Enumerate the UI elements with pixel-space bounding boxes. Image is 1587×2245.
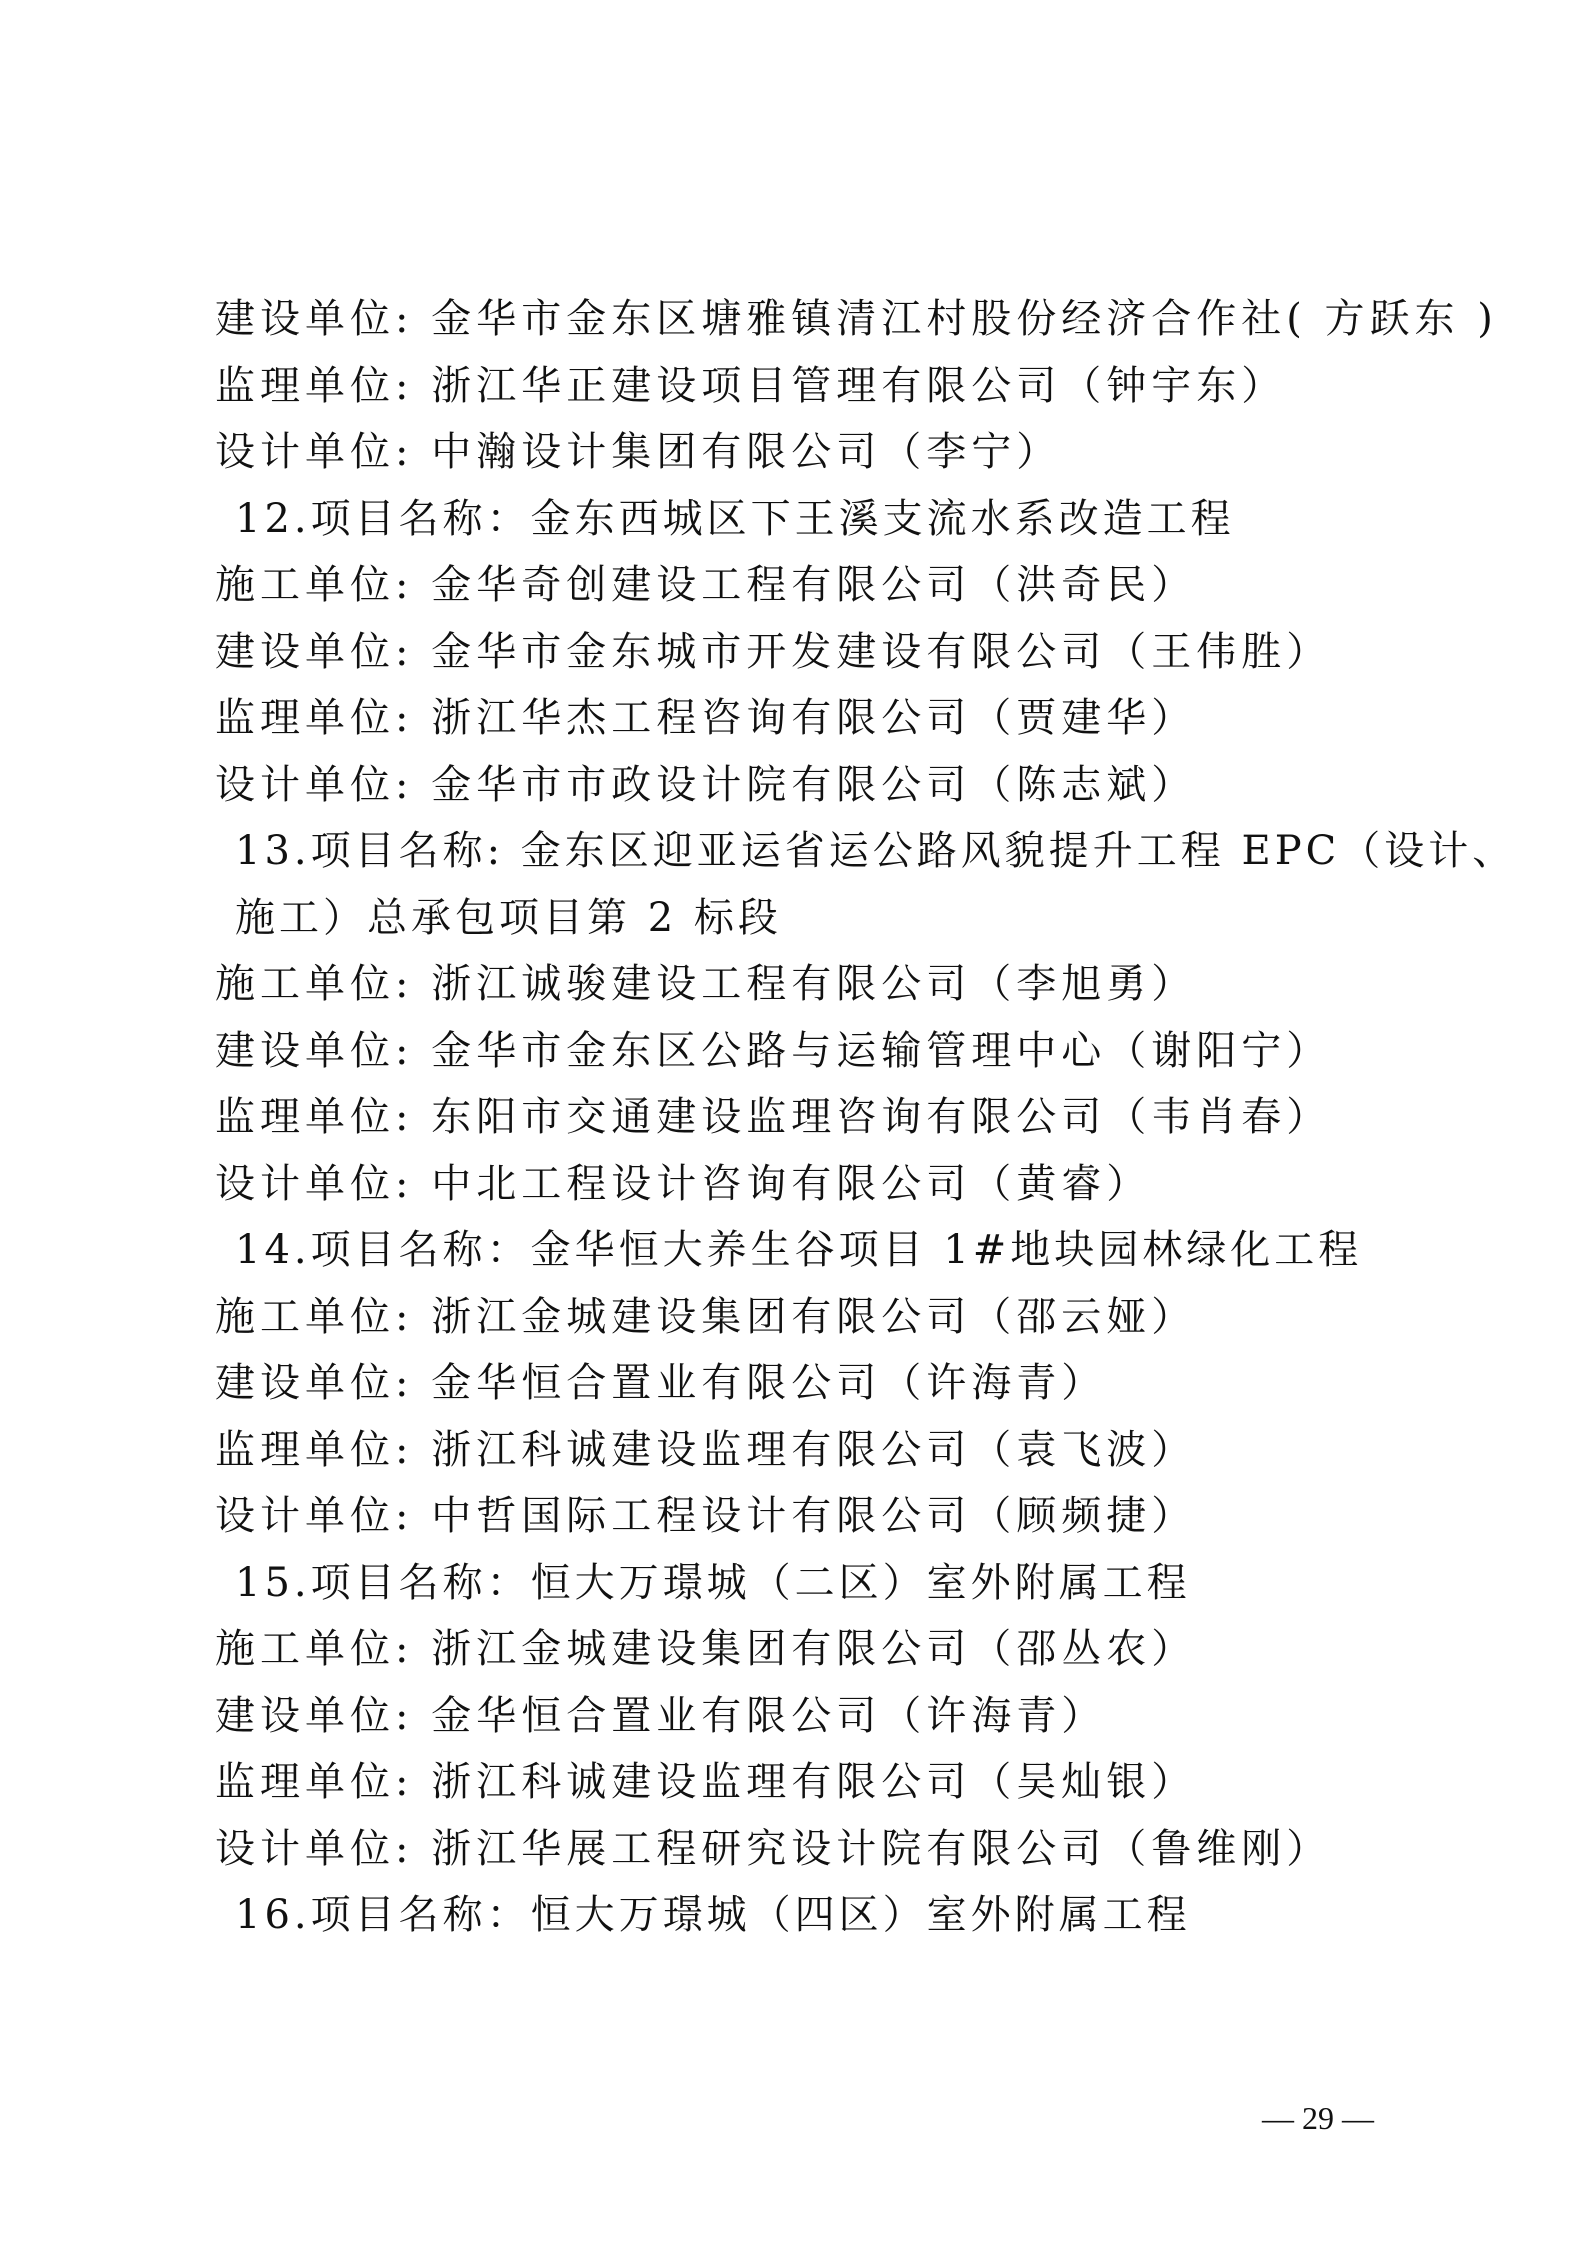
project-title: 12.项目名称：金东西城区下王溪支流水系改造工程 [235, 495, 1235, 542]
unit-line: 施工单位: 浙江金城建设集团有限公司（邵丛农） [215, 1626, 1197, 1672]
unit-line: 建设单位: 金华市金东城市开发建设有限公司（王伟胜） [215, 628, 1332, 675]
unit-line: 设计单位: 中哲国际工程设计有限公司（顾频捷） [215, 1493, 1197, 1539]
page-number: — 29 — [1262, 2100, 1374, 2136]
unit-line: 监理单位: 浙江华正建设项目管理有限公司（钟宇东） [215, 362, 1287, 409]
unit-line: 监理单位: 浙江科诚建设监理有限公司（吴灿银） [215, 1759, 1197, 1805]
unit-line: 设计单位: 金华市市政设计院有限公司（陈志斌） [215, 761, 1197, 808]
unit-line: 施工单位: 浙江金城建设集团有限公司（邵云娅） [215, 1293, 1197, 1340]
unit-line: 施工单位: 浙江诚骏建设工程有限公司（李旭勇） [215, 961, 1197, 1007]
project-title-continuation: 施工）总承包项目第 2 标段 [235, 894, 782, 941]
unit-line: 设计单位: 浙江华展工程研究设计院有限公司（鲁维刚） [215, 1825, 1332, 1872]
unit-line: 建设单位: 金华市金东区塘雅镇清江村股份经济合作社( 方跃东 ) [215, 296, 1498, 342]
unit-line: 建设单位: 金华恒合置业有限公司（许海青） [215, 1360, 1107, 1406]
unit-line: 设计单位: 中瀚设计集团有限公司（李宁） [215, 429, 1062, 475]
project-title: 16.项目名称：恒大万璟城（四区）室外附属工程 [235, 1892, 1191, 1938]
project-title: 15.项目名称：恒大万璟城（二区）室外附属工程 [235, 1559, 1191, 1606]
unit-line: 建设单位: 金华恒合置业有限公司（许海青） [215, 1692, 1107, 1739]
unit-line: 监理单位: 浙江华杰工程咨询有限公司（贾建华） [215, 695, 1197, 741]
project-title: 14.项目名称：金华恒大养生谷项目 1#地块园林绿化工程 [235, 1227, 1363, 1273]
project-title: 13.项目名称: 金东区迎亚运省运公路风貌提升工程 EPC（设计、 [235, 828, 1517, 874]
unit-line: 施工单位: 金华奇创建设工程有限公司（洪奇民） [215, 562, 1197, 608]
document-body [215, 286, 1517, 1949]
unit-line: 建设单位: 金华市金东区公路与运输管理中心（谢阳宁） [215, 1027, 1332, 1074]
unit-line: 监理单位: 浙江科诚建设监理有限公司（袁飞波） [215, 1426, 1197, 1473]
unit-line: 设计单位: 中北工程设计咨询有限公司（黄睿） [215, 1160, 1152, 1207]
unit-line: 监理单位: 东阳市交通建设监理咨询有限公司（韦肖春） [215, 1094, 1332, 1140]
